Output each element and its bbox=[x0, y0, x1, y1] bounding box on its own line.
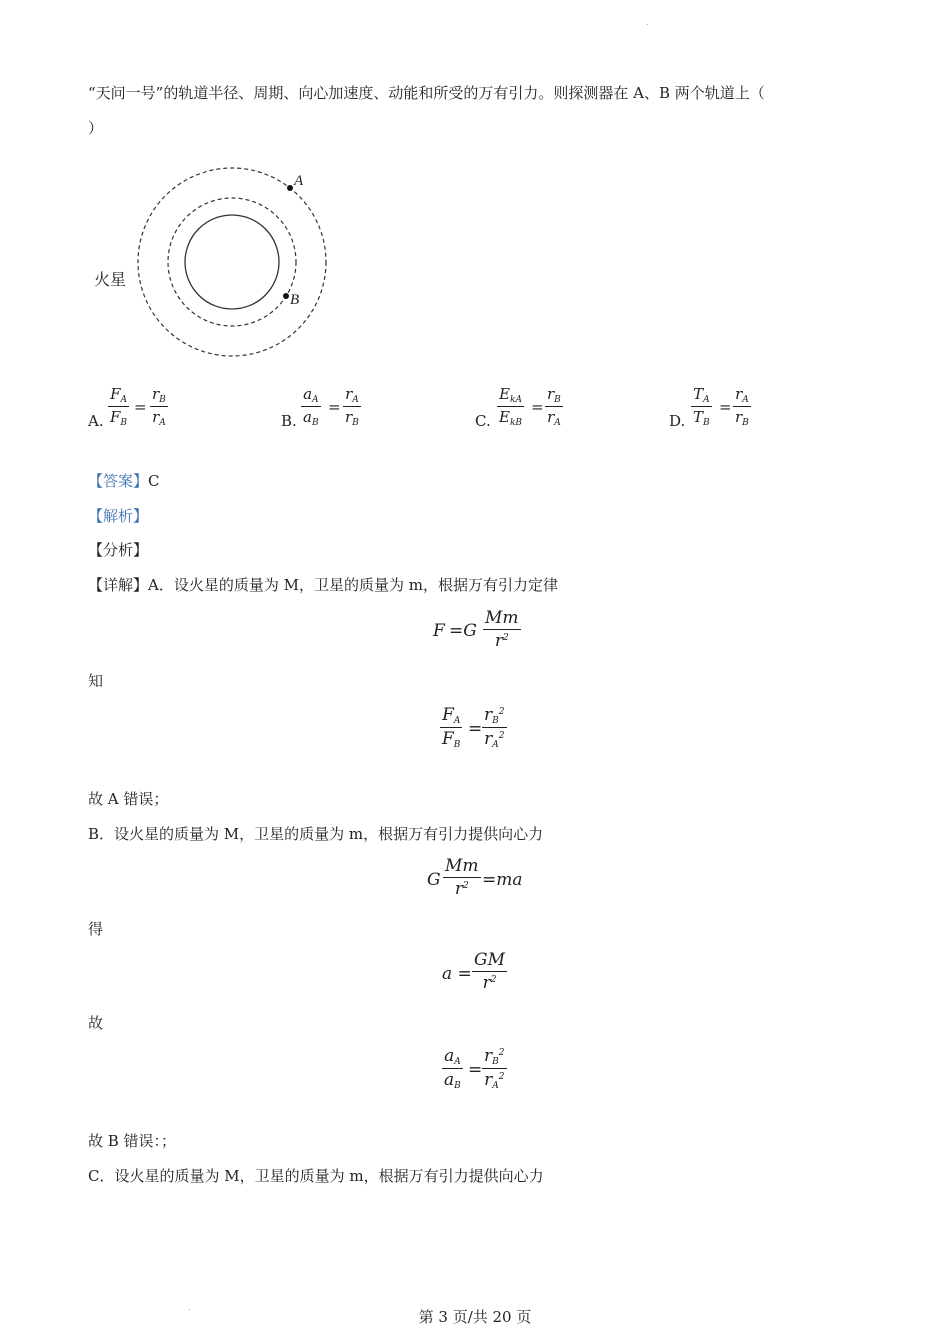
inner-orbit bbox=[168, 198, 296, 326]
option-d-frac-right bbox=[733, 385, 751, 428]
f5-rden-exp: 2 bbox=[498, 1072, 505, 1082]
f1-eq: =G bbox=[449, 621, 477, 641]
f4-num: GM bbox=[474, 950, 505, 970]
f5-den-sub: B bbox=[454, 1081, 461, 1091]
option-d-dsub2: B bbox=[742, 418, 749, 428]
mars-circle bbox=[185, 215, 279, 309]
question-line-2: ） bbox=[88, 119, 104, 137]
option-c-sub2: B bbox=[554, 395, 561, 405]
f5-rden: r bbox=[484, 1070, 493, 1090]
f2-rnum: r bbox=[484, 705, 493, 725]
option-a-sub1: A bbox=[120, 395, 127, 405]
option-d-equals: = bbox=[719, 398, 732, 416]
option-a[interactable] bbox=[88, 385, 238, 441]
option-c-dsub1: kB bbox=[509, 418, 523, 428]
de-text: 得 bbox=[88, 920, 104, 938]
f3-den: r bbox=[454, 879, 463, 899]
f3-num: Mm bbox=[445, 856, 479, 876]
point-a-label: A bbox=[294, 173, 304, 189]
option-a-num2: r bbox=[152, 385, 160, 403]
detail-a-text: A．设火星的质量为 M，卫星的质量为 m，根据万有引力定律 bbox=[148, 576, 558, 594]
f2-num: F bbox=[442, 705, 454, 725]
f3-den-exp: 2 bbox=[462, 881, 469, 891]
page-footer: 第 3 页/共 20 页 bbox=[418, 1308, 532, 1326]
option-b-dsub1: B bbox=[311, 418, 319, 428]
formula-force-ratio bbox=[440, 705, 540, 759]
option-b-num1: a bbox=[303, 385, 313, 403]
option-b-sub1: A bbox=[312, 395, 319, 405]
option-d-num2: r bbox=[735, 385, 743, 403]
option-c-num1: E bbox=[499, 385, 511, 403]
bottom-dot: . bbox=[188, 1303, 191, 1312]
f5-num-sub: A bbox=[454, 1057, 461, 1067]
option-a-letter: A. bbox=[88, 412, 104, 430]
detail-a-line bbox=[88, 575, 558, 595]
option-c-sub1: kA bbox=[510, 395, 522, 405]
orbit-svg bbox=[90, 160, 350, 370]
option-d-frac-left bbox=[691, 385, 712, 428]
f1-num: Mm bbox=[485, 608, 519, 628]
option-d-den1: T bbox=[693, 408, 704, 426]
option-b-num2: r bbox=[345, 385, 353, 403]
option-d-letter: D. bbox=[669, 412, 686, 430]
f5-rnum-sub: B bbox=[492, 1057, 499, 1067]
conclusion-a: 故 A 错误； bbox=[88, 790, 169, 808]
option-b-frac-right bbox=[343, 385, 361, 428]
f3-left: G bbox=[427, 870, 441, 890]
option-c-frac-right bbox=[545, 385, 563, 428]
f2-rden-exp: 2 bbox=[498, 731, 505, 741]
question-line-1: “天问一号”的轨道半径、周期、向心加速度、动能和所受的万有引力。则探测器在 A、B 两个轨道上（ bbox=[88, 84, 765, 102]
option-c-dsub2: A bbox=[554, 418, 561, 428]
f1-left: F bbox=[433, 621, 445, 641]
f3-right: =ma bbox=[482, 870, 523, 890]
option-d-sub2: A bbox=[742, 395, 749, 405]
analysis-tag: 【解析】 bbox=[88, 507, 149, 525]
f1-den-exp: 2 bbox=[502, 633, 509, 643]
f2-den: F bbox=[442, 729, 454, 749]
formula-gravitation bbox=[433, 608, 533, 658]
f4-den: r bbox=[482, 973, 491, 993]
option-d-den2: r bbox=[735, 408, 743, 426]
f4-den-exp: 2 bbox=[490, 975, 497, 985]
option-a-frac-right bbox=[150, 385, 168, 428]
option-d-dsub1: B bbox=[703, 418, 710, 428]
option-c-den1: E bbox=[499, 408, 510, 426]
option-b-letter: B. bbox=[281, 412, 297, 430]
answer-value: C bbox=[148, 472, 160, 490]
option-a-num1: F bbox=[110, 385, 121, 403]
option-b-frac-left bbox=[301, 385, 321, 428]
detail-b-text: B．设火星的质量为 M，卫星的质量为 m，根据万有引力提供向心力 bbox=[88, 825, 544, 843]
option-b-equals: = bbox=[328, 398, 341, 416]
option-c-letter: C. bbox=[475, 412, 491, 430]
option-a-den1: F bbox=[110, 408, 121, 426]
option-b[interactable] bbox=[281, 385, 431, 441]
option-a-equals: = bbox=[134, 398, 147, 416]
f5-num: a bbox=[444, 1046, 455, 1066]
option-c[interactable] bbox=[475, 385, 625, 441]
formula-acceleration-ratio bbox=[442, 1046, 542, 1100]
zhi-text: 知 bbox=[88, 672, 104, 690]
f2-den-sub: B bbox=[453, 740, 461, 750]
option-b-den1: a bbox=[303, 408, 312, 426]
option-d-sub1: A bbox=[703, 395, 710, 405]
f5-rnum: r bbox=[484, 1046, 493, 1066]
option-b-dsub2: B bbox=[352, 418, 359, 428]
outer-orbit bbox=[138, 168, 326, 356]
detail-tag: 【详解】 bbox=[88, 576, 149, 594]
f2-equals: = bbox=[468, 719, 483, 739]
conclusion-b: 故 B 错误：； bbox=[88, 1132, 177, 1150]
option-c-equals: = bbox=[531, 398, 544, 416]
top-dot: . bbox=[646, 18, 649, 27]
f5-rnum-exp: 2 bbox=[498, 1048, 505, 1058]
f2-num-sub: A bbox=[453, 716, 461, 726]
f4-left: a = bbox=[442, 964, 472, 984]
f2-rden: r bbox=[484, 729, 493, 749]
fenxi-tag: 【分析】 bbox=[88, 541, 149, 559]
detail-c-text: C．设火星的质量为 M，卫星的质量为 m，根据万有引力提供向心力 bbox=[88, 1167, 544, 1185]
orbit-diagram bbox=[90, 160, 350, 370]
f5-equals: = bbox=[468, 1060, 483, 1080]
option-a-dsub1: B bbox=[120, 418, 128, 428]
option-d-num1: T bbox=[693, 385, 704, 403]
answer-tag: 【答案】 bbox=[88, 472, 149, 490]
point-a-dot bbox=[287, 185, 293, 191]
option-a-sub2: B bbox=[159, 395, 166, 405]
formula-centripetal bbox=[427, 856, 547, 906]
point-b-dot bbox=[283, 293, 289, 299]
option-b-sub2: A bbox=[352, 395, 359, 405]
f5-den: a bbox=[444, 1070, 455, 1090]
planet-label: 火星 bbox=[94, 270, 127, 289]
option-a-den2: r bbox=[152, 408, 160, 426]
formula-acceleration bbox=[442, 950, 542, 1000]
option-c-num2: r bbox=[547, 385, 555, 403]
option-b-den2: r bbox=[345, 408, 353, 426]
f1-den: r bbox=[494, 631, 503, 651]
f2-rnum-exp: 2 bbox=[498, 707, 505, 717]
option-c-den2: r bbox=[547, 408, 555, 426]
f2-rden-sub: A bbox=[492, 740, 499, 750]
point-b-label: B bbox=[290, 292, 300, 308]
option-a-frac-left bbox=[108, 385, 129, 428]
answer-line bbox=[88, 471, 160, 491]
option-c-frac-left bbox=[497, 385, 524, 428]
f5-rden-sub: A bbox=[492, 1081, 499, 1091]
option-a-dsub2: A bbox=[159, 418, 166, 428]
f2-rnum-sub: B bbox=[492, 716, 499, 726]
gu-text: 故 bbox=[88, 1014, 104, 1032]
option-d[interactable] bbox=[669, 385, 819, 441]
